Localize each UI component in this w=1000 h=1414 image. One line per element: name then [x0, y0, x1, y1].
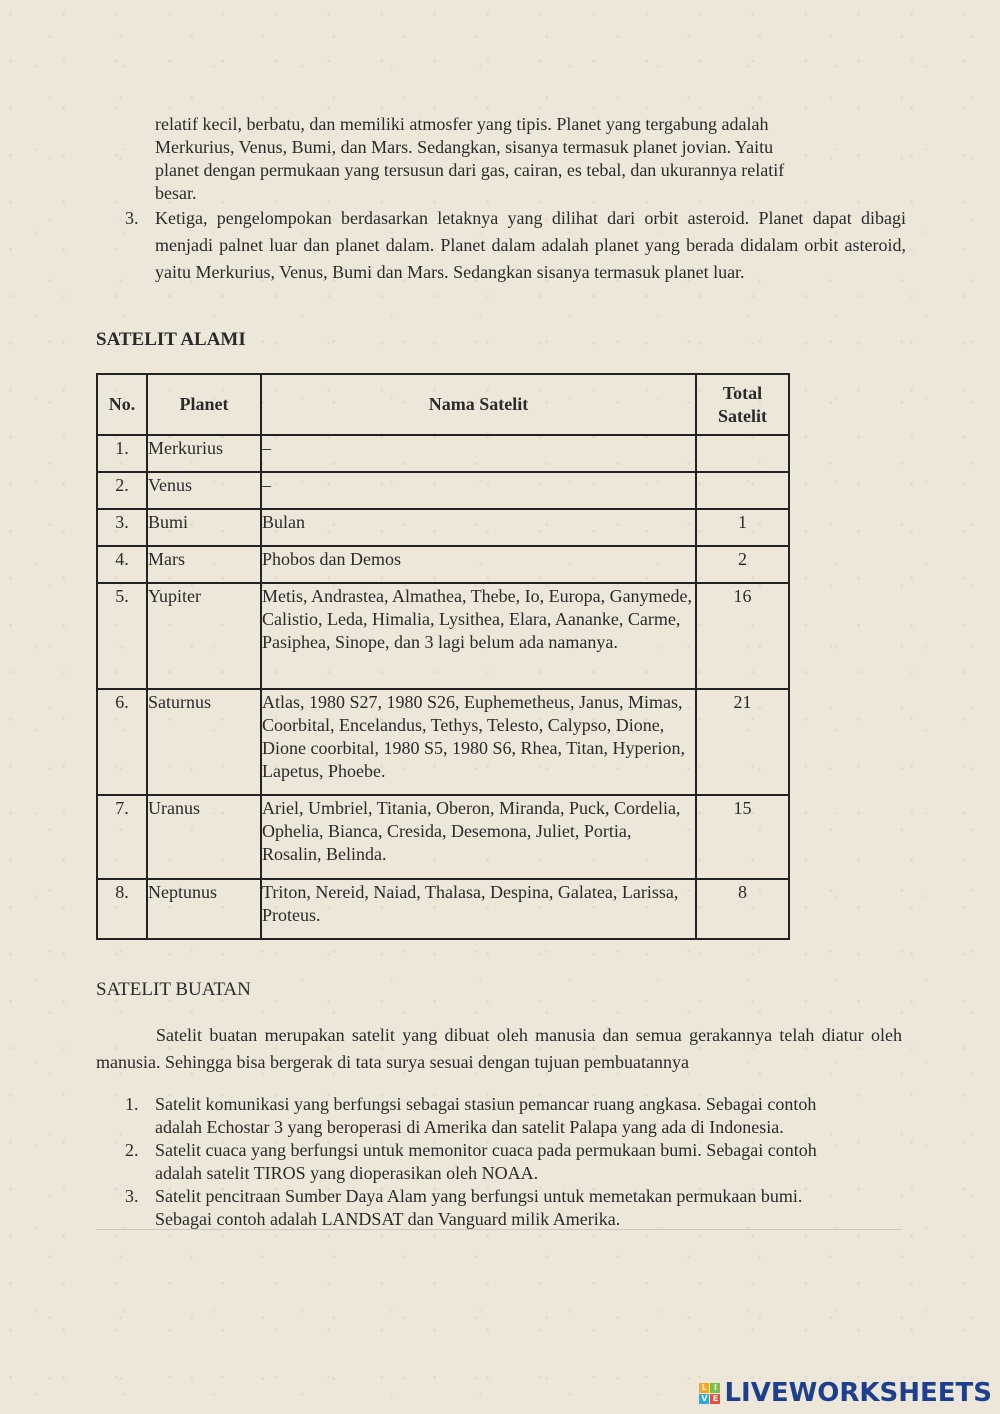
- cell-planet: Bumi: [147, 509, 261, 546]
- cell-total: 16: [696, 583, 789, 689]
- cell-planet: Venus: [147, 472, 261, 509]
- cell-satellites: Phobos dan Demos: [261, 546, 696, 583]
- list-number: 3.: [125, 1186, 139, 1206]
- cell-total: 21: [696, 689, 789, 795]
- table-row: [97, 472, 789, 509]
- natural-satellites-heading: SATELIT ALAMI: [96, 329, 246, 350]
- list-number: 3.: [125, 208, 139, 228]
- cell-planet: Yupiter: [147, 583, 261, 689]
- cell-satellites: Metis, Andrastea, Almathea, Thebe, Io, Europa, Ganymede, Calistio, Leda, Himalia, Lysithea, Elara, Aananke, Carme, Pasiphea, Sinope, dan 3 lagi belum ada namanya.: [261, 583, 696, 689]
- cell-satellites: Bulan: [261, 509, 696, 546]
- cell-planet: Saturnus: [147, 689, 261, 795]
- divider: [96, 1229, 902, 1230]
- logo-text: LIVEWORKSHEETS: [724, 1378, 992, 1408]
- cell-satellites: Ariel, Umbriel, Titania, Oberon, Miranda, Puck, Cordelia, Ophelia, Bianca, Cresida, Desemona, Juliet, Portia, Rosalin, Belinda.: [261, 795, 696, 879]
- cell-satellites: –: [261, 435, 696, 472]
- cell-no: 6.: [97, 689, 147, 795]
- liveworksheets-logo: [699, 1378, 992, 1408]
- logo-mark-icon: [699, 1383, 720, 1404]
- table-row: [97, 879, 789, 939]
- logo-mark-letter: L: [699, 1383, 709, 1393]
- cell-total: [696, 435, 789, 472]
- table-row: [97, 795, 789, 879]
- table-header-row: [97, 374, 789, 435]
- header-no: No.: [97, 374, 147, 435]
- cell-total: 8: [696, 879, 789, 939]
- text-line: planet dengan permukaan yang tersusun dari gas, cairan, es tebal, dan ukurannya relatif: [155, 160, 785, 180]
- natural-satellites-table: [96, 373, 790, 940]
- header-total: Total Satelit: [696, 374, 789, 435]
- table-row: [97, 435, 789, 472]
- logo-mark-letter: E: [710, 1394, 720, 1404]
- cell-total: 2: [696, 546, 789, 583]
- table-row: [97, 583, 789, 689]
- cell-satellites: Triton, Nereid, Naiad, Thalasa, Despina, Galatea, Larissa, Proteus.: [261, 879, 696, 939]
- cell-total: 1: [696, 509, 789, 546]
- cell-planet: Mars: [147, 546, 261, 583]
- artificial-satellites-paragraph: Satelit buatan merupakan satelit yang dibuat oleh manusia dan semua gerakannya telah diatur oleh manusia. Sehingga bisa bergerak di tata surya sesuai dengan tujuan pembuatannya: [96, 1025, 902, 1072]
- cell-no: 3.: [97, 509, 147, 546]
- cell-satellites: –: [261, 472, 696, 509]
- table-row: [97, 509, 789, 546]
- text-line: Satelit pencitraan Sumber Daya Alam yang berfungsi untuk memetakan permukaan bumi.: [155, 1186, 803, 1206]
- table-row: [97, 546, 789, 583]
- header-satellite-names: Nama Satelit: [261, 374, 696, 435]
- logo-mark-letter: I: [710, 1383, 720, 1393]
- cell-no: 8.: [97, 879, 147, 939]
- artificial-satellites-list: [96, 1093, 906, 1231]
- cell-no: 2.: [97, 472, 147, 509]
- cell-total: [696, 472, 789, 509]
- intro-item-3: [96, 205, 906, 286]
- text-line: Merkurius, Venus, Bumi, dan Mars. Sedangkan, sisanya termasuk planet jovian. Yaitu: [155, 137, 774, 157]
- text-line: besar.: [155, 183, 197, 203]
- text-line: Satelit komunikasi yang berfungsi sebagai stasiun pemancar ruang angkasa. Sebagai contoh: [155, 1094, 817, 1114]
- cell-planet: Neptunus: [147, 879, 261, 939]
- list-number: 1.: [125, 1094, 139, 1114]
- list-item: [96, 1139, 906, 1185]
- text-line: Satelit cuaca yang berfungsi untuk memonitor cuaca pada permukaan bumi. Sebagai contoh: [155, 1140, 817, 1160]
- cell-planet: Uranus: [147, 795, 261, 879]
- text-line: Sebagai contoh adalah LANDSAT dan Vanguard milik Amerika.: [155, 1209, 621, 1229]
- list-number: 2.: [125, 1140, 139, 1160]
- table-row: [97, 689, 789, 795]
- cell-total: 15: [696, 795, 789, 879]
- cell-no: 7.: [97, 795, 147, 879]
- cell-satellites: Atlas, 1980 S27, 1980 S26, Euphemetheus, Janus, Mimas, Coorbital, Encelandus, Tethys, Telesto, Calypso, Dione, Dione coorbital, 1980 S5, 1980 S6, Rhea, Titan, Hyperion, Lapetus, Phoebe.: [261, 689, 696, 795]
- list-text: Ketiga, pengelompokan berdasarkan letaknya yang dilihat dari orbit asteroid. Planet dapat dibagi menjadi palnet luar dan planet dalam. Planet dalam adalah planet yang berada didalam orbit asteroid, yaitu Merkurius, Venus, Bumi dan Mars. Sedangkan sisanya termasuk planet luar.: [155, 208, 906, 282]
- cell-no: 5.: [97, 583, 147, 689]
- list-item: [96, 1185, 906, 1231]
- header-planet: Planet: [147, 374, 261, 435]
- text-line: adalah Echostar 3 yang beroperasi di Amerika dan satelit Palapa yang ada di Indonesia.: [155, 1117, 784, 1137]
- cell-no: 1.: [97, 435, 147, 472]
- logo-mark-letter: V: [701, 1393, 708, 1403]
- list-item: [96, 1093, 906, 1139]
- cell-planet: Merkurius: [147, 435, 261, 472]
- cell-no: 4.: [97, 546, 147, 583]
- text-line: adalah satelit TIROS yang dioperasikan oleh NOAA.: [155, 1163, 539, 1183]
- intro-item-2-continuation: [96, 113, 860, 205]
- intro-list: [96, 113, 906, 286]
- artificial-satellites-heading: SATELIT BUATAN: [96, 979, 251, 1000]
- text-line: relatif kecil, berbatu, dan memiliki atmosfer yang tipis. Planet yang tergabung adalah: [155, 114, 769, 134]
